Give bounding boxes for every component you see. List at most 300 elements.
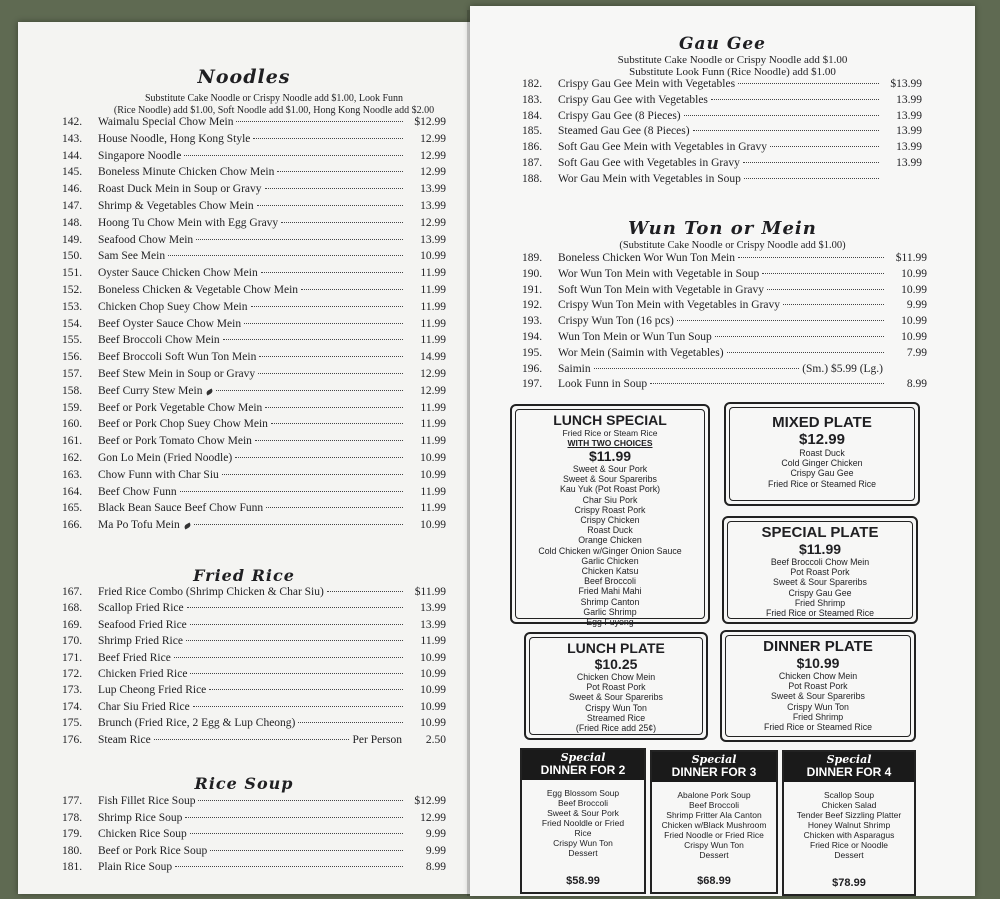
menu-item-row bbox=[522, 252, 927, 268]
menu-item-name: Plain Rice Soup bbox=[98, 861, 173, 874]
menu-line: Crispy Chicken bbox=[580, 515, 640, 526]
menu-item-price: 11.99 bbox=[420, 435, 446, 448]
menu-item-name: Hoong Tu Chow Mein with Egg Gravy bbox=[98, 216, 279, 229]
menu-item-row bbox=[62, 668, 446, 684]
leader-dots bbox=[727, 352, 884, 353]
menu-item-price: $12.99 bbox=[414, 795, 446, 807]
menu-line: Chicken Chow Mein bbox=[778, 671, 858, 681]
menu-line: Crispy Wun Ton bbox=[787, 701, 849, 712]
leader-dots bbox=[650, 383, 884, 384]
menu-item-row bbox=[522, 268, 927, 284]
menu-item-number: 149. bbox=[62, 233, 83, 246]
leader-dots bbox=[198, 800, 403, 801]
menu-line: Crispy Wun Ton bbox=[585, 702, 647, 713]
menu-item-row bbox=[62, 795, 446, 812]
menu-item-number: 144. bbox=[62, 149, 83, 162]
menu-item-number: 193. bbox=[522, 315, 543, 328]
menu-line: Dessert bbox=[699, 850, 729, 860]
menu-line: Chicken Chow Mein bbox=[576, 672, 656, 682]
leader-dots bbox=[677, 320, 884, 321]
menu-item-name: Soft Gau Gee Mein with Vegetables in Gravy bbox=[558, 141, 767, 154]
menu-item-number: 185. bbox=[522, 125, 543, 138]
noodles-title: Noodles bbox=[197, 66, 291, 88]
menu-item-row bbox=[522, 299, 927, 315]
dinner-for-3-box bbox=[650, 750, 778, 894]
menu-item-price: 10.99 bbox=[420, 667, 446, 680]
menu-line: (Fried Rice add 25¢) bbox=[575, 723, 657, 734]
menu-item-number: 153. bbox=[62, 300, 83, 313]
menu-item-row bbox=[62, 402, 446, 419]
menu-item-name: Boneless Chicken Wor Wun Ton Mein bbox=[558, 252, 736, 264]
leader-dots bbox=[783, 304, 884, 305]
menu-item-name: Crispy Gau Gee with Vegetables bbox=[558, 93, 708, 106]
menu-item-name: Fish Fillet Rice Soup bbox=[98, 795, 196, 807]
menu-item-name: Wun Ton Mein or Wun Tun Soup bbox=[558, 330, 712, 343]
menu-item-price: 13.99 bbox=[896, 109, 922, 122]
menu-line: Pot Roast Pork bbox=[790, 567, 850, 578]
wun-ton-list bbox=[522, 252, 927, 394]
menu-item-row bbox=[62, 519, 446, 536]
menu-item-number: 178. bbox=[62, 811, 83, 824]
menu-line: Pot Roast Pork bbox=[586, 682, 646, 693]
dinner-for-3-header bbox=[652, 752, 776, 782]
menu-item-name: Beef Broccoli Chow Mein bbox=[98, 334, 220, 347]
menu-item-name: Chicken Rice Soup bbox=[98, 828, 187, 841]
lunch-special-items bbox=[512, 464, 708, 627]
leader-dots bbox=[327, 591, 403, 592]
menu-item-name: Steamed Gau Gee (8 Pieces) bbox=[558, 125, 690, 138]
menu-right-page bbox=[470, 6, 975, 896]
menu-line: Fried Rice or Noodle bbox=[810, 840, 888, 850]
menu-item-row bbox=[62, 217, 446, 234]
menu-item-row bbox=[62, 200, 446, 217]
menu-item-name: Brunch (Fried Rice, 2 Egg & Lup Cheong) bbox=[98, 717, 296, 730]
menu-item-name: Crispy Gau Gee (8 Pieces) bbox=[558, 109, 681, 122]
menu-item-number: 147. bbox=[62, 199, 83, 212]
menu-item-name: Shrimp Rice Soup bbox=[98, 811, 183, 824]
menu-item-number: 157. bbox=[62, 367, 83, 380]
menu-item-row bbox=[62, 486, 446, 503]
menu-line: Crispy Wun Ton bbox=[684, 840, 744, 850]
menu-item-number: 156. bbox=[62, 351, 83, 364]
menu-item-row bbox=[62, 652, 446, 668]
leader-dots bbox=[190, 673, 403, 674]
menu-line: Garlic Chicken bbox=[581, 555, 639, 566]
menu-item-price: 9.99 bbox=[425, 844, 446, 857]
leader-dots bbox=[738, 83, 879, 84]
leader-dots bbox=[154, 739, 350, 740]
menu-item-price: 8.99 bbox=[906, 378, 927, 391]
leader-dots bbox=[711, 99, 879, 100]
dinner-for-4-title: DINNER FOR 4 bbox=[806, 765, 892, 779]
menu-item-number: 186. bbox=[522, 141, 543, 154]
menu-item-number: 151. bbox=[62, 267, 83, 280]
leader-dots bbox=[236, 121, 403, 122]
menu-item-price: 10.99 bbox=[901, 267, 927, 280]
menu-line: Egg Fuyong bbox=[586, 617, 634, 628]
menu-line: Streamed Rice bbox=[586, 712, 646, 723]
menu-item-number: 170. bbox=[62, 635, 83, 648]
menu-item-number: 165. bbox=[62, 502, 83, 515]
menu-item-row bbox=[62, 318, 446, 335]
menu-item-row bbox=[62, 619, 446, 635]
menu-item-number: 146. bbox=[62, 183, 83, 196]
rice-soup-title: Rice Soup bbox=[194, 774, 294, 793]
menu-item-price: 13.99 bbox=[896, 156, 922, 169]
menu-item-name: Beef Broccoli Soft Wun Ton Mein bbox=[98, 351, 257, 364]
menu-item-number: 152. bbox=[62, 283, 83, 296]
leader-dots bbox=[194, 524, 403, 525]
menu-item-number: 161. bbox=[62, 435, 83, 448]
menu-item-number: 164. bbox=[62, 485, 83, 498]
menu-line: Abalone Pork Soup bbox=[677, 790, 751, 800]
leader-dots bbox=[185, 817, 403, 818]
menu-item-name: Ma Po Tofu Mein bbox=[98, 519, 180, 532]
leader-dots bbox=[180, 491, 403, 492]
menu-item-row bbox=[522, 110, 922, 126]
mixed-plate-items bbox=[726, 448, 918, 489]
menu-item-price: $12.99 bbox=[414, 116, 446, 128]
menu-item-price: $11.99 bbox=[414, 586, 446, 598]
menu-line: Fried Mahi Mahi bbox=[578, 586, 642, 597]
menu-item-row bbox=[522, 141, 922, 157]
menu-item-number: 180. bbox=[62, 844, 83, 857]
menu-line: Beef Broccoli bbox=[584, 576, 636, 587]
lunch-plate-price: $10.25 bbox=[594, 656, 638, 672]
leader-dots bbox=[251, 306, 404, 307]
fried-rice-list bbox=[62, 586, 446, 750]
menu-item-price: 13.99 bbox=[420, 183, 446, 196]
mixed-plate-box bbox=[724, 402, 920, 506]
menu-line: Crispy Wun Ton bbox=[553, 838, 613, 848]
menu-item-name: Chow Funn with Char Siu bbox=[98, 468, 219, 481]
leader-dots bbox=[258, 373, 403, 374]
noodles-list bbox=[62, 116, 446, 536]
menu-item-row bbox=[62, 452, 446, 469]
menu-item-row bbox=[62, 250, 446, 267]
menu-item-price: $13.99 bbox=[890, 78, 922, 90]
leader-dots bbox=[184, 155, 403, 156]
dinner-for-3-title: DINNER FOR 3 bbox=[671, 765, 757, 779]
menu-left-page bbox=[18, 22, 470, 894]
leader-dots bbox=[257, 205, 403, 206]
menu-item-row bbox=[522, 378, 927, 394]
leader-dots bbox=[222, 474, 403, 475]
menu-item-row bbox=[62, 828, 446, 845]
menu-line: Sweet & Sour Pork bbox=[547, 808, 619, 818]
menu-line: Crispy Gau Gee bbox=[788, 587, 852, 598]
menu-item-price: 13.99 bbox=[896, 141, 922, 154]
dinner-for-4-special: Special bbox=[826, 753, 872, 766]
menu-item-name: Chicken Fried Rice bbox=[98, 667, 188, 680]
leader-dots bbox=[175, 866, 403, 867]
menu-item-name: Fried Rice Combo (Shrimp Chicken & Char Siu) bbox=[98, 586, 324, 598]
leader-dots bbox=[190, 624, 403, 625]
menu-item-price: 12.99 bbox=[420, 132, 446, 145]
menu-line: Beef Broccoli Chow Mein bbox=[770, 557, 870, 567]
menu-item-row bbox=[522, 173, 922, 189]
menu-item-price: 12.99 bbox=[420, 384, 446, 397]
menu-item-price: 14.99 bbox=[420, 351, 446, 364]
menu-item-number: 183. bbox=[522, 93, 543, 106]
menu-item-row bbox=[522, 78, 922, 94]
menu-item-number: 166. bbox=[62, 519, 83, 532]
leader-dots bbox=[193, 706, 403, 707]
menu-item-name: Beef Curry Stew Mein bbox=[98, 384, 203, 397]
menu-line: Beef Broccoli bbox=[557, 798, 609, 808]
menu-item-price: 12.99 bbox=[420, 149, 446, 162]
menu-item-row bbox=[522, 315, 927, 331]
menu-item-name: Beef Chow Funn bbox=[98, 485, 177, 498]
leader-dots bbox=[594, 368, 800, 369]
menu-item-price: $11.99 bbox=[895, 252, 927, 264]
menu-item-row bbox=[62, 812, 446, 829]
menu-item-row bbox=[62, 701, 446, 717]
menu-line: Chicken w/Black Mushroom bbox=[661, 820, 767, 830]
menu-item-number: 167. bbox=[62, 586, 83, 598]
menu-item-number: 159. bbox=[62, 401, 83, 414]
menu-item-row bbox=[522, 94, 922, 110]
leader-dots bbox=[684, 115, 879, 116]
noodles-note-1: Substitute Cake Noodle or Crispy Noodle add $1.00, Look Funn bbox=[144, 93, 404, 104]
menu-line: Sweet & Sour Spareribs bbox=[563, 474, 657, 485]
menu-item-price: 11.99 bbox=[420, 502, 446, 515]
gau-gee-list bbox=[522, 78, 922, 189]
menu-line: Fried Rice or Steamed Rice bbox=[763, 722, 873, 733]
menu-item-number: 177. bbox=[62, 795, 83, 807]
menu-line: Shrimp Fritter Ala Canton bbox=[666, 810, 762, 820]
menu-item-number: 150. bbox=[62, 250, 83, 263]
menu-item-name: House Noodle, Hong Kong Style bbox=[98, 132, 251, 145]
menu-item-row bbox=[62, 284, 446, 301]
dinner-for-3-special: Special bbox=[691, 753, 737, 766]
menu-item-number: 160. bbox=[62, 418, 83, 431]
dinner-for-2-header bbox=[522, 750, 644, 780]
menu-line: Fried Rice or Steamed Rice bbox=[767, 478, 877, 489]
menu-item-name: Roast Duck Mein in Soup or Gravy bbox=[98, 183, 262, 196]
menu-item-number: 158. bbox=[62, 384, 83, 397]
dinner-for-4-header bbox=[784, 752, 914, 782]
menu-item-row bbox=[62, 166, 446, 183]
gau-gee-note-2: Substitute Look Funn (Rice Noodle) add $1.00 bbox=[629, 66, 836, 78]
menu-item-price: 10.99 bbox=[420, 717, 446, 730]
gau-gee-note-1: Substitute Cake Noodle or Crispy Noodle add $1.00 bbox=[617, 54, 848, 66]
leader-dots bbox=[244, 323, 403, 324]
leader-dots bbox=[301, 289, 403, 290]
menu-item-price: 13.99 bbox=[420, 199, 446, 212]
menu-item-extra: (Sm.) $5.99 (Lg.) bbox=[802, 362, 883, 375]
menu-item-number: 155. bbox=[62, 334, 83, 347]
menu-item-number: 192. bbox=[522, 299, 543, 312]
menu-item-extra: Per Person bbox=[352, 733, 402, 746]
lunch-special-box bbox=[510, 404, 710, 628]
dinner-for-4-price: $78.99 bbox=[832, 877, 866, 889]
menu-item-number: 189. bbox=[522, 252, 543, 264]
menu-item-number: 154. bbox=[62, 317, 83, 330]
menu-item-name: Sam See Mein bbox=[98, 250, 166, 263]
menu-item-price: 13.99 bbox=[420, 618, 446, 631]
leader-dots bbox=[744, 178, 879, 179]
leader-dots bbox=[259, 356, 403, 357]
leader-dots bbox=[174, 657, 403, 658]
menu-item-row bbox=[522, 284, 927, 300]
leader-dots bbox=[210, 850, 403, 851]
leader-dots bbox=[223, 339, 403, 340]
menu-item-number: 195. bbox=[522, 346, 543, 359]
leader-dots bbox=[770, 146, 879, 147]
menu-item-number: 168. bbox=[62, 602, 83, 615]
lunch-special-price: $11.99 bbox=[588, 448, 632, 464]
menu-item-name: Beef Stew Mein in Soup or Gravy bbox=[98, 367, 256, 380]
menu-item-name: Lup Cheong Fried Rice bbox=[98, 684, 207, 697]
dinner-for-4-items bbox=[784, 790, 914, 860]
menu-item-price: 11.99 bbox=[420, 300, 446, 313]
menu-item-price: 8.99 bbox=[425, 861, 446, 874]
menu-item-price: 11.99 bbox=[420, 418, 446, 431]
leader-dots bbox=[715, 336, 884, 337]
menu-item-price: 10.99 bbox=[901, 283, 927, 296]
menu-item-number: 142. bbox=[62, 116, 83, 128]
leader-dots bbox=[168, 255, 403, 256]
menu-line: Shrimp Canton bbox=[580, 596, 640, 607]
menu-item-row bbox=[62, 267, 446, 284]
menu-line: Scallop Soup bbox=[823, 790, 875, 800]
noodles-note-2: (Rice Noodle) add $1.00, Soft Noodle add $1.00, Hong Kong Noodle add $2.00 bbox=[113, 105, 435, 116]
leader-dots bbox=[277, 171, 403, 172]
menu-item-row bbox=[62, 234, 446, 251]
menu-line: Orange Chicken bbox=[578, 535, 642, 546]
menu-item-number: 184. bbox=[522, 109, 543, 122]
leader-dots bbox=[196, 239, 403, 240]
menu-line: Cold Ginger Chicken bbox=[781, 458, 863, 469]
menu-item-row bbox=[62, 586, 446, 602]
leader-dots bbox=[235, 457, 403, 458]
menu-item-price: 11.99 bbox=[420, 267, 446, 280]
menu-item-row bbox=[62, 717, 446, 733]
menu-item-name: Boneless Minute Chicken Chow Mein bbox=[98, 166, 275, 179]
menu-item-price: 10.99 bbox=[901, 315, 927, 328]
menu-item-number: 196. bbox=[522, 362, 543, 375]
leader-dots bbox=[187, 607, 403, 608]
chili-pepper-icon bbox=[206, 388, 214, 395]
menu-item-price: 9.99 bbox=[906, 299, 927, 312]
menu-item-row bbox=[62, 502, 446, 519]
menu-item-number: 187. bbox=[522, 156, 543, 169]
menu-item-number: 182. bbox=[522, 78, 543, 90]
menu-item-row bbox=[62, 334, 446, 351]
menu-item-number: 162. bbox=[62, 451, 83, 464]
menu-item-price: 13.99 bbox=[420, 233, 446, 246]
menu-item-price: 11.99 bbox=[420, 283, 446, 296]
menu-item-name: Soft Gau Gee with Vegetables in Gravy bbox=[558, 156, 740, 169]
menu-item-price: 7.99 bbox=[906, 346, 927, 359]
leader-dots bbox=[186, 640, 403, 641]
menu-item-price: 13.99 bbox=[896, 93, 922, 106]
menu-item-row bbox=[62, 183, 446, 200]
menu-item-price: 12.99 bbox=[420, 216, 446, 229]
menu-item-name: Saimin bbox=[558, 362, 591, 375]
menu-item-number: 148. bbox=[62, 216, 83, 229]
menu-item-row bbox=[522, 363, 927, 379]
menu-item-price: 11.99 bbox=[420, 317, 446, 330]
menu-item-row bbox=[62, 301, 446, 318]
dinner-for-2-price: $58.99 bbox=[566, 875, 600, 887]
menu-line: Dessert bbox=[568, 848, 598, 858]
leader-dots bbox=[253, 138, 403, 139]
menu-line: Beef Broccoli bbox=[688, 800, 740, 810]
lunch-plate-box bbox=[524, 632, 708, 740]
dinner-plate-items bbox=[722, 671, 914, 732]
menu-line: Garlic Shrimp bbox=[583, 606, 637, 617]
menu-line: Fried Nooldle or Fried bbox=[541, 818, 625, 828]
wun-ton-title: Wun Ton or Mein bbox=[628, 218, 817, 239]
gau-gee-title: Gau Gee bbox=[679, 34, 766, 54]
menu-item-price: 10.99 bbox=[420, 451, 446, 464]
dinner-plate-box bbox=[720, 630, 916, 742]
menu-item-name: Wor Mein (Saimin with Vegetables) bbox=[558, 346, 724, 359]
leader-dots bbox=[298, 722, 403, 723]
menu-item-name: Waimalu Special Chow Mein bbox=[98, 116, 234, 128]
menu-item-name: Crispy Wun Ton (16 pcs) bbox=[558, 315, 674, 328]
menu-item-row bbox=[522, 347, 927, 363]
dinner-for-4-box bbox=[782, 750, 916, 896]
menu-item-row bbox=[62, 684, 446, 700]
menu-item-row bbox=[522, 331, 927, 347]
menu-line: Kau Yuk (Pot Roast Pork) bbox=[559, 484, 661, 495]
fried-rice-title: Fried Rice bbox=[193, 566, 295, 585]
special-plate-price: $11.99 bbox=[798, 541, 842, 557]
menu-item-number: 197. bbox=[522, 378, 543, 391]
menu-item-name: Beef or Pork Tomato Chow Mein bbox=[98, 435, 252, 448]
menu-item-row bbox=[62, 435, 446, 452]
menu-item-name: Wor Wun Ton Mein with Vegetable in Soup bbox=[558, 267, 760, 280]
lunch-special-choices: WITH TWO CHOICES bbox=[567, 438, 653, 448]
menu-item-number: 176. bbox=[62, 733, 83, 746]
menu-line: Sweet & Sour Spareribs bbox=[773, 577, 867, 588]
leader-dots bbox=[767, 289, 884, 290]
leader-dots bbox=[762, 273, 884, 274]
menu-item-price: 12.99 bbox=[420, 166, 446, 179]
wun-ton-note: (Substitute Cake Noodle or Crispy Noodle add $1.00) bbox=[619, 240, 846, 251]
menu-item-name: Beef or Pork Rice Soup bbox=[98, 844, 208, 857]
menu-item-name: Crispy Wun Ton Mein with Vegetables in Gravy bbox=[558, 299, 781, 312]
leader-dots bbox=[265, 407, 403, 408]
leader-dots bbox=[738, 257, 884, 258]
menu-item-row bbox=[62, 150, 446, 167]
menu-item-row bbox=[62, 635, 446, 651]
menu-line: Crispy Roast Pork bbox=[574, 504, 646, 515]
leader-dots bbox=[266, 507, 403, 508]
menu-item-price: 11.99 bbox=[420, 635, 446, 648]
special-plate-box bbox=[722, 516, 918, 624]
menu-item-row bbox=[62, 602, 446, 618]
leader-dots bbox=[743, 162, 879, 163]
menu-item-number: 172. bbox=[62, 667, 83, 680]
menu-item-name: Seafood Chow Mein bbox=[98, 233, 194, 246]
menu-item-price: 10.99 bbox=[420, 250, 446, 263]
menu-line: Fried Shrimp bbox=[792, 711, 844, 722]
menu-item-price: 11.99 bbox=[420, 401, 446, 414]
menu-item-number: 190. bbox=[522, 267, 543, 280]
menu-item-number: 181. bbox=[62, 861, 83, 874]
mixed-plate-price: $12.99 bbox=[799, 431, 845, 448]
menu-item-row bbox=[62, 133, 446, 150]
special-plate-title: SPECIAL PLATE bbox=[761, 524, 879, 541]
menu-item-row bbox=[522, 125, 922, 141]
leader-dots bbox=[693, 130, 879, 131]
dinner-for-3-items bbox=[652, 790, 776, 860]
menu-item-number: 179. bbox=[62, 828, 83, 841]
